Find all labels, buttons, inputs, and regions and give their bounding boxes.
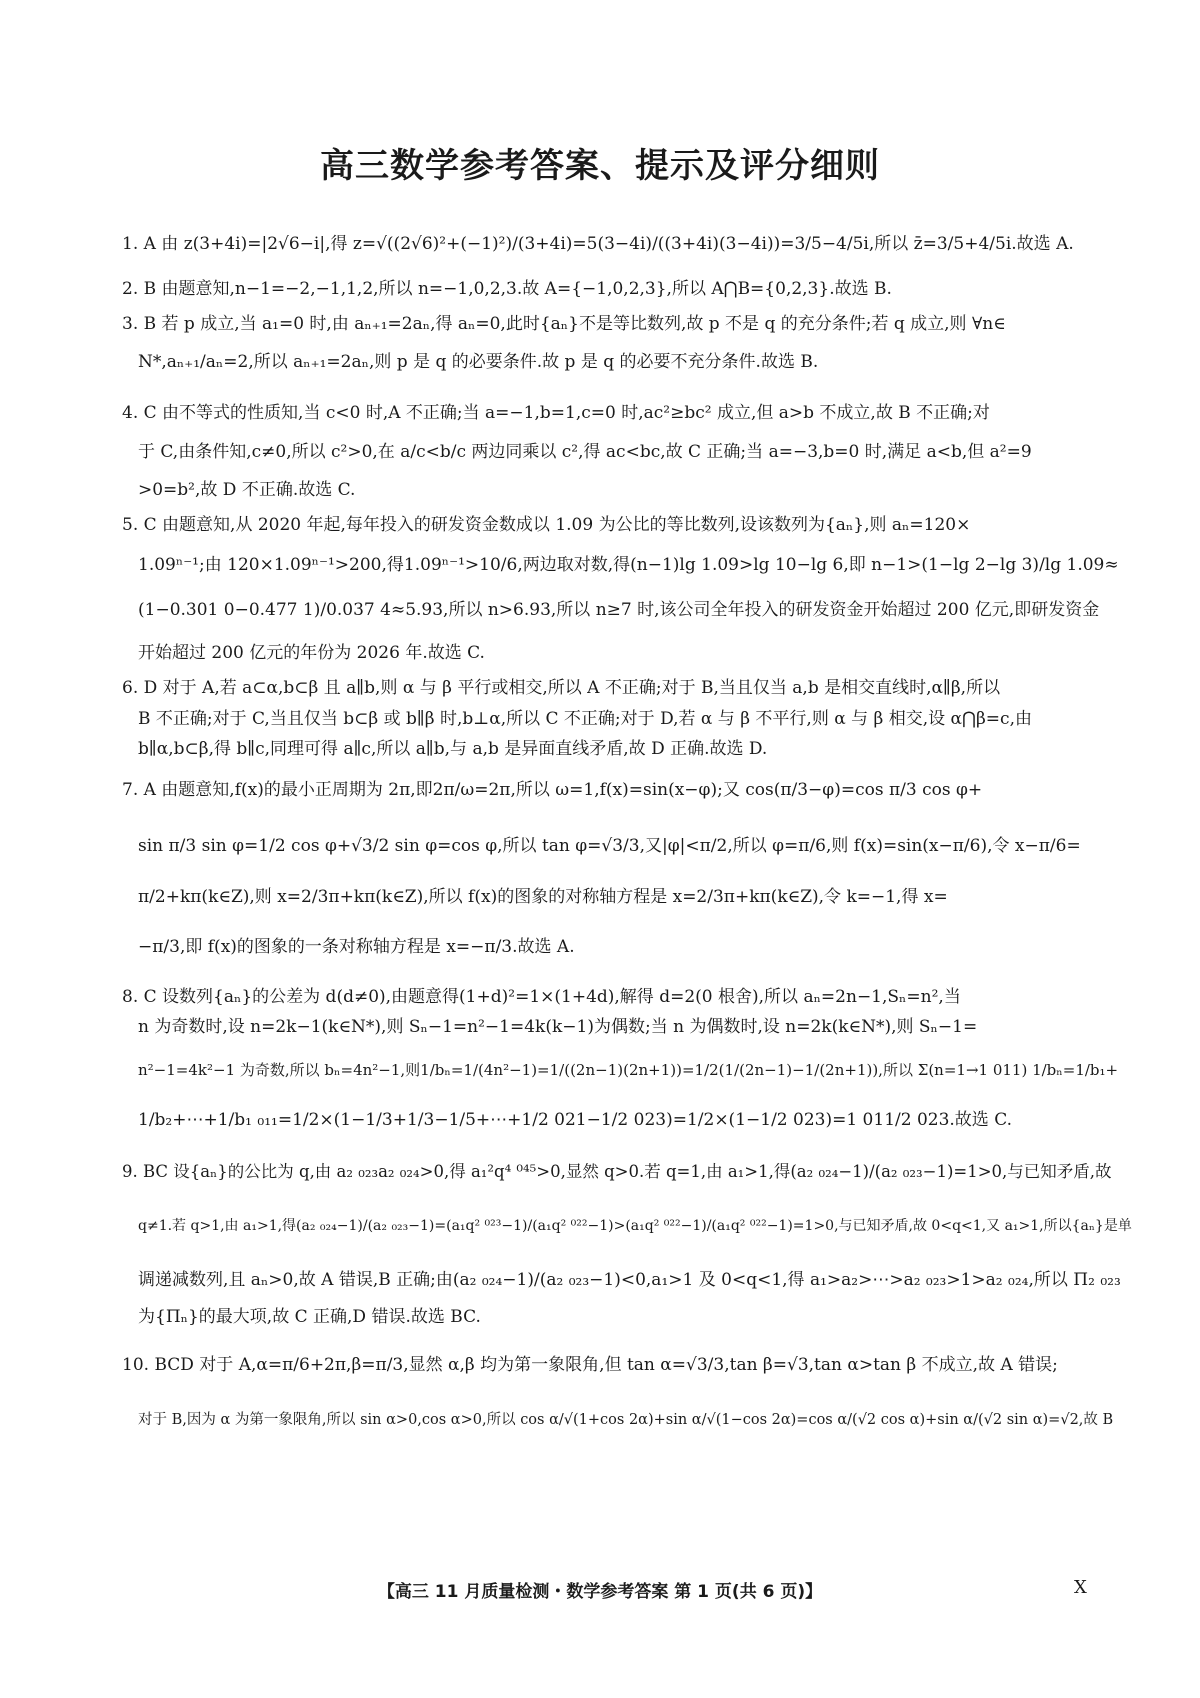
answer-line: 1.09ⁿ⁻¹;由 120×1.09ⁿ⁻¹>200,得1.09ⁿ⁻¹>10/6,两边取对数,得(n−1)lg 1.09>lg 10−lg 6,即 n−1>(1−lg 2−lg 3)/lg 1.09≈ xyxy=(138,555,1119,575)
answer-line: 4. C 由不等式的性质知,当 c<0 时,A 不正确;当 a=−1,b=1,c=0 时,ac²≥bc² 成立,但 a>b 不成立,故 B 不正确;对 xyxy=(122,403,990,423)
answer-line: >0=b²,故 D 不正确.故选 C. xyxy=(138,480,356,500)
answer-line: 2. B 由题意知,n−1=−2,−1,1,2,所以 n=−1,0,2,3.故 A={−1,0,2,3},所以 A⋂B={0,2,3}.故选 B. xyxy=(122,279,892,299)
answer-line: 为{Πₙ}的最大项,故 C 正确,D 错误.故选 BC. xyxy=(138,1307,481,1327)
answer-line: −π/3,即 f(x)的图象的一条对称轴方程是 x=−π/3.故选 A. xyxy=(138,937,575,957)
answer-line: 8. C 设数列{aₙ}的公差为 d(d≠0),由题意得(1+d)²=1×(1+4d),解得 d=2(0 根舍),所以 aₙ=2n−1,Sₙ=n²,当 xyxy=(122,987,961,1007)
answer-line: sin π/3 sin φ=1/2 cos φ+√3/2 sin φ=cos φ,所以 tan φ=√3/3,又|φ|<π/2,所以 φ=π/6,则 f(x)=sin(x−π/6),令 x−π/6= xyxy=(138,836,1081,856)
answer-line: 5. C 由题意知,从 2020 年起,每年投入的研发资金数成以 1.09 为公比的等比数列,设该数列为{aₙ},则 aₙ=120× xyxy=(122,515,971,535)
answer-line: N*,aₙ₊₁/aₙ=2,所以 aₙ₊₁=2aₙ,则 p 是 q 的必要条件.故 p 是 q 的必要不充分条件.故选 B. xyxy=(138,352,819,372)
answer-line: 6. D 对于 A,若 a⊂α,b⊂β 且 a∥b,则 α 与 β 平行或相交,所以 A 不正确;对于 B,当且仅当 a,b 是相交直线时,α∥β,所以 xyxy=(122,678,1001,698)
page-footer: 【高三 11 月质量检测・数学参考答案 第 1 页(共 6 页)】 xyxy=(377,1582,823,1602)
answer-line: n²−1=4k²−1 为奇数,所以 bₙ=4n²−1,则1/bₙ=1/(4n²−1)=1/((2n−1)(2n+1))=1/2(1/(2n−1)−1/(2n+1)),所以 Σ(n=1→1 011) 1/bₙ=1/b₁+ xyxy=(138,1061,1119,1079)
answer-line: 对于 B,因为 α 为第一象限角,所以 sin α>0,cos α>0,所以 cos α/√(1+cos 2α)+sin α/√(1−cos 2α)=cos α/(√2 cos α)+sin α/(√2 sin α)=√2,故 B xyxy=(138,1412,1114,1428)
answer-line: q≠1.若 q>1,由 a₁>1,得(a₂ ₀₂₄−1)/(a₂ ₀₂₃−1)=(a₁q² ⁰²³−1)/(a₁q² ⁰²²−1)>(a₁q² ⁰²²−1)/(a₁q² ⁰²²−1)=1>0,与已知矛盾,故 0<q<1,又 a₁>1,所以{aₙ}是单 xyxy=(138,1218,1132,1234)
answer-line: 1. A 由 z(3+4i)=|2√6−i|,得 z=√((2√6)²+(−1)²)/(3+4i)=5(3−4i)/((3+4i)(3−4i))=3/5−4/5i,所以 z̄=3/5+4/5i.故选 A. xyxy=(122,234,1074,254)
page-title: 高三数学参考答案、提示及评分细则 xyxy=(320,146,880,186)
answer-line: 3. B 若 p 成立,当 a₁=0 时,由 aₙ₊₁=2aₙ,得 aₙ=0,此时{aₙ}不是等比数列,故 p 不是 q 的充分条件;若 q 成立,则 ∀n∈ xyxy=(122,314,1006,334)
answer-line: n 为奇数时,设 n=2k−1(k∈N*),则 Sₙ−1=n²−1=4k(k−1)为偶数;当 n 为偶数时,设 n=2k(k∈N*),则 Sₙ−1= xyxy=(138,1017,978,1037)
answer-line: 1/b₂+⋯+1/b₁ ₀₁₁=1/2×(1−1/3+1/3−1/5+⋯+1/2 021−1/2 023)=1/2×(1−1/2 023)=1 011/2 023.故选 C. xyxy=(138,1110,1013,1130)
answer-line: B 不正确;对于 C,当且仅当 b⊂β 或 b∥β 时,b⊥α,所以 C 不正确;对于 D,若 α 与 β 不平行,则 α 与 β 相交,设 α⋂β=c,由 xyxy=(138,709,1032,729)
footer-mark: X xyxy=(1074,1577,1087,1598)
answer-line: (1−0.301 0−0.477 1)/0.037 4≈5.93,所以 n>6.93,所以 n≥7 时,该公司全年投入的研发资金开始超过 200 亿元,即研发资金 xyxy=(138,600,1100,620)
answer-line: 10. BCD 对于 A,α=π/6+2π,β=π/3,显然 α,β 均为第一象限角,但 tan α=√3/3,tan β=√3,tan α>tan β 不成立,故 A 错误; xyxy=(122,1355,1058,1375)
answer-line: 开始超过 200 亿元的年份为 2026 年.故选 C. xyxy=(138,643,485,663)
answer-line: 调递减数列,且 aₙ>0,故 A 错误,B 正确;由(a₂ ₀₂₄−1)/(a₂ ₀₂₃−1)<0,a₁>1 及 0<q<1,得 a₁>a₂>⋯>a₂ ₀₂₃>1>a₂ ₀₂₄,所以 Π₂ ₀₂₃ xyxy=(138,1270,1121,1290)
answer-line: 于 C,由条件知,c≠0,所以 c²>0,在 a/c<b/c 两边同乘以 c²,得 ac<bc,故 C 正确;当 a=−3,b=0 时,满足 a<b,但 a²=9 xyxy=(138,442,1032,462)
answer-line: 9. BC 设{aₙ}的公比为 q,由 a₂ ₀₂₃a₂ ₀₂₄>0,得 a₁²q⁴ ⁰⁴⁵>0,显然 q>0.若 q=1,由 a₁>1,得(a₂ ₀₂₄−1)/(a₂ ₀₂₃−1)=1>0,与已知矛盾,故 xyxy=(122,1162,1112,1181)
answer-line: b∥α,b⊂β,得 b∥c,同理可得 a∥c,所以 a∥b,与 a,b 是异面直线矛盾,故 D 正确.故选 D. xyxy=(138,739,768,759)
answer-line: π/2+kπ(k∈Z),则 x=2/3π+kπ(k∈Z),所以 f(x)的图象的对称轴方程是 x=2/3π+kπ(k∈Z),令 k=−1,得 x= xyxy=(138,887,948,907)
answer-line: 7. A 由题意知,f(x)的最小正周期为 2π,即2π/ω=2π,所以 ω=1,f(x)=sin(x−φ);又 cos(π/3−φ)=cos π/3 cos φ+ xyxy=(122,780,983,800)
